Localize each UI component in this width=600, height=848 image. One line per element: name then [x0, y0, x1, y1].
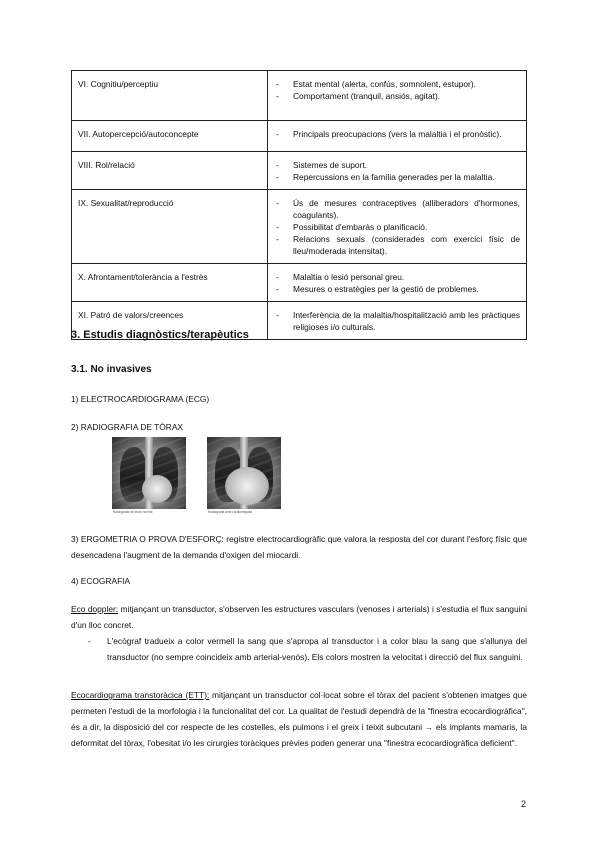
eco-doppler-term: Eco doppler:	[71, 604, 119, 614]
pattern-label: X. Afrontament/tolerància a l'estrès	[72, 264, 268, 302]
ett-text: mitjançant un transductor col·locat sobre el tòrax del pacient s'obtenen imatges que permeten l'estudi de la morfologia i la funcionalitat del cor. La qualitat de l'estudi dependrà de la "finestra ecocardiogràfica", és a dir, la disposició del cor respecte de les costelles, els pulmons i el greix i teixit subcutani → els implants mamaris, la deformitat del tòrax, l'obesitat i/o les cirurgies toràciques prèvies poden generar una "finestra ecocardiogràfica deficient".	[71, 690, 527, 748]
pattern-label: XI. Patró de valors/creences	[72, 302, 268, 340]
pattern-detail	[268, 302, 527, 340]
list-item: - Relacions sexuals (considerades com exercici físic de lleu/moderada intensitat).	[274, 233, 520, 257]
section-heading: 3. Estudis diagnòstics/terapèutics	[71, 329, 249, 341]
pattern-label: VI. Cognitiu/perceptiu	[72, 71, 268, 121]
list-item: - Possibilitat d'embaràs o planificació.	[274, 221, 520, 233]
list-item: - Interferència de la malaltia/hospitalització amb les pràctiques religioses i/o culturals.	[274, 309, 520, 333]
xray-image-cardiomegaly	[207, 437, 281, 509]
table-row	[72, 190, 527, 264]
table-row	[72, 264, 527, 302]
pattern-detail	[268, 152, 527, 190]
pattern-label: VII. Autopercepció/autoconcepte	[72, 121, 268, 152]
eco-doppler-bullet	[88, 633, 527, 665]
list-item: - Principals preocupacions (vers la malaltia i el pronòstic).	[274, 128, 520, 140]
ergometry-text: registre electrocardiogràfic que valora la resposta del cor durant l'esforç físic que desencadena l'augment de la demanda d'oxigen del miocardi.	[71, 534, 528, 560]
xray-image-normal	[112, 437, 186, 509]
list-item: - Sistemes de suport.	[274, 159, 520, 171]
table-row	[72, 71, 527, 121]
pattern-detail	[268, 264, 527, 302]
xray-caption: Radiografia de tòrax normal	[113, 510, 153, 514]
table-row	[72, 152, 527, 190]
eco-doppler-paragraph	[71, 601, 527, 633]
ergometry-lead: 3) ERGOMETRIA O PROVA D'ESFORÇ:	[71, 534, 224, 544]
table-row	[72, 121, 527, 152]
bullet-dash: -	[88, 636, 91, 646]
list-item: - Mesures o estratègies per la gestió de problemes.	[274, 283, 520, 295]
list-item: - Malaltia o lesió personal greu.	[274, 271, 520, 283]
ett-paragraph	[71, 687, 527, 751]
item-ergometry	[71, 531, 527, 563]
list-item: - Comportament (tranquil, ansiós, agitat).	[274, 90, 520, 102]
pattern-label: VIII. Rol/relació	[72, 152, 268, 190]
bullet-text: L'ecògraf tradueix a color vermell la sang que s'apropa al transductor i a color blau la sang que s'allunya del transductor (no sempre coincideix amb arterial-venós). Els colors mostren la velocitat i direcció del flux sanguini.	[107, 636, 527, 662]
list-item: - Ús de mesures contraceptives (alliberadors d'hormones, coagulants).	[274, 197, 520, 221]
pattern-detail	[268, 121, 527, 152]
subsection-heading: 3.1. No invasives	[71, 364, 152, 375]
health-patterns-table	[71, 70, 527, 340]
ett-term: Ecocardiograma transtoràcica (ETT):	[71, 690, 210, 700]
pattern-detail	[268, 190, 527, 264]
eco-doppler-text: mitjançant un transductor, s'observen les estructures vasculars (venoses i arterials) i s'estudia el flux sanguini d'un lloc concret.	[71, 604, 527, 630]
item-xray: 2) RADIOGRAFIA DE TÒRAX	[71, 422, 183, 432]
list-item: - Estat mental (alerta, confús, somnolent, estupor).	[274, 78, 520, 90]
item-ecg: 1) ELECTROCARDIOGRAMA (ECG)	[71, 394, 210, 404]
list-item: - Repercussions en la família generades per la malaltia.	[274, 171, 520, 183]
item-echo: 4) ECOGRAFIA	[71, 576, 131, 586]
pattern-label: IX. Sexualitat/reproducció	[72, 190, 268, 264]
xray-caption: Radiografia amb cardiomegàlia	[208, 510, 253, 514]
pattern-detail	[268, 71, 527, 121]
page-number: 2	[521, 799, 527, 809]
